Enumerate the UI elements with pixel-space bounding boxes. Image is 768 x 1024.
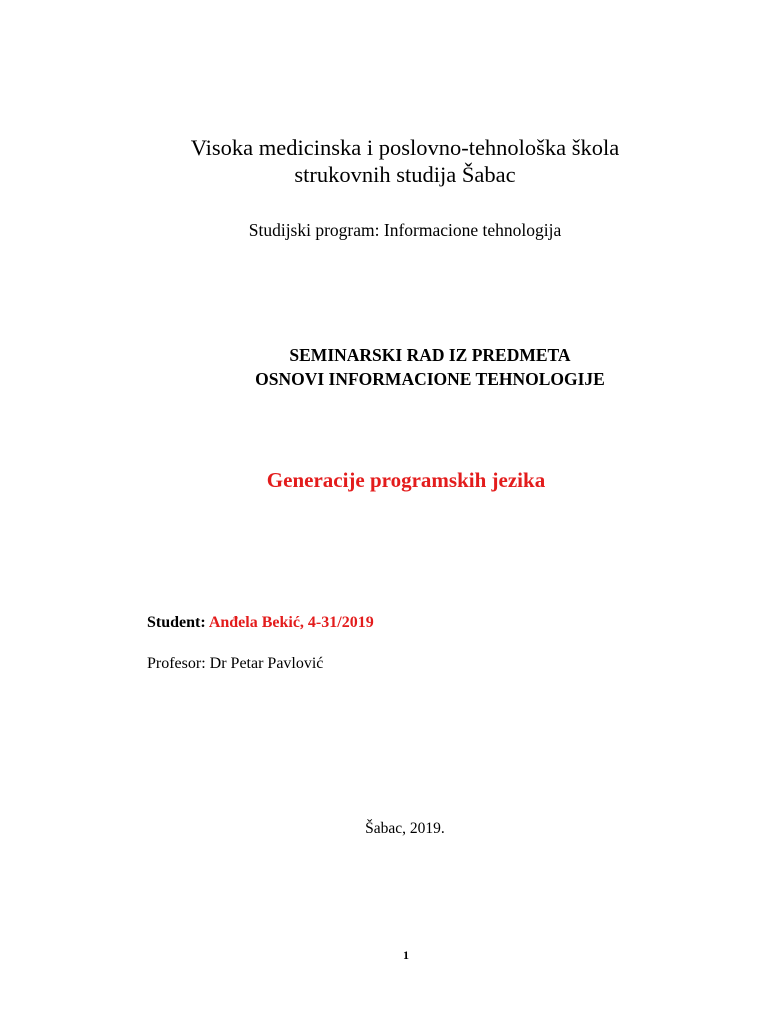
student-label: Student: xyxy=(147,614,206,631)
page-number: 1 xyxy=(403,948,409,962)
seminar-topic: Generacije programskih jezika xyxy=(266,468,546,492)
school-name xyxy=(0,134,768,188)
seminar-heading-line-1: SEMINARSKI RAD IZ PREDMETA xyxy=(289,345,571,365)
seminar-heading-line-2: OSNOVI INFORMACIONE TEHNOLOGIJE xyxy=(255,369,605,389)
study-program: Studijski program: Informacione tehnologija xyxy=(248,220,562,240)
professor-label: Profesor: xyxy=(147,655,206,672)
professor-name: Dr Petar Pavlović xyxy=(209,655,324,672)
place-and-date: Šabac, 2019. xyxy=(365,820,445,837)
school-name-line-2: strukovnih studija Šabac xyxy=(294,162,516,187)
seminar-heading xyxy=(0,343,768,391)
student-name: Anđela Bekić, 4-31/2019 xyxy=(208,614,374,631)
school-name-line-1: Visoka medicinska i poslovno-tehnološka škola xyxy=(190,135,620,160)
professor-info xyxy=(147,654,323,674)
student-info xyxy=(147,613,374,633)
